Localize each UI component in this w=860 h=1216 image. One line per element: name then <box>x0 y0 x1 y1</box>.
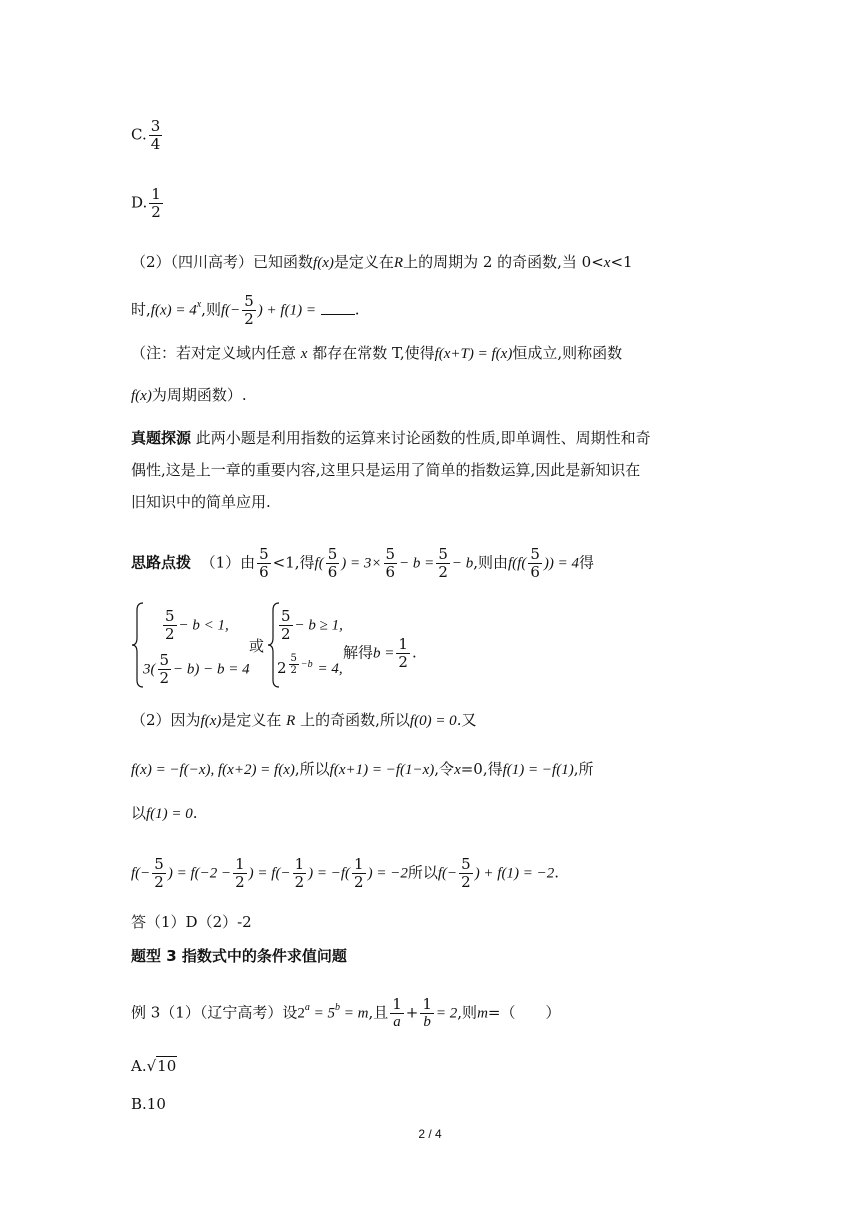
fraction: $\frac{1}{a}$ <box>392 995 402 1030</box>
option-a: A.√10 <box>131 1057 177 1075</box>
fraction: $\frac{5}{2}$ <box>438 545 448 581</box>
note-line1: （注：若对定义域内任意 x 都存在常数 T,使得f(x+T) = f(x)恒成立,则称函数 <box>131 344 623 362</box>
system-b-row1: $\frac{5}{2}$ − b ≥ 1, <box>281 607 343 643</box>
silu-title: 思路点拨 <box>131 553 192 572</box>
part2-line2: f(x) = −f(−x), f(x+2) = f(x),所以f(x+1) = −f(1−x),令x=0,得f(1) = −f(1),所 <box>131 760 594 778</box>
fraction: $\frac{1}{2}$ <box>151 185 161 221</box>
fraction: $\frac{5}{6}$ <box>530 545 540 581</box>
answer-blank <box>321 302 355 315</box>
fraction: $\frac{1}{b}$ <box>422 995 432 1030</box>
option-b: B.10 <box>131 1095 166 1113</box>
silu-line: 思路点拨 （1）由 $\frac{5}{6}$ <1,得f( $\frac{5}{6}$ ) = 3× $\frac{5}{6}$ − b = $\frac{5}{2}$ − b,则由f(f( $\frac{5}{6}$ )) = 4得 <box>131 545 595 581</box>
system-solution: 解得b = $\frac{1}{2}$ . <box>343 635 417 671</box>
system-a-row2: 3( $\frac{5}{2}$ − b) − b = 4 <box>143 651 250 687</box>
fraction: $\frac{5}{2}$ <box>159 651 170 687</box>
fraction: $\frac{1}{2}$ <box>235 855 245 891</box>
zhenti-line3: 旧知识中的简单应用. <box>131 493 271 511</box>
fraction: $\frac{5}{2}$ <box>165 607 175 643</box>
section-heading: 题型 3 指数式中的条件求值问题 <box>131 947 347 965</box>
fraction: $\frac{5}{6}$ <box>259 545 269 581</box>
part2-line1: （2）因为f(x)是定义在 R 上的奇函数,所以f(0) = 0.又 <box>131 711 477 729</box>
note-line2: f(x)为周期函数）. <box>131 386 247 404</box>
fraction: $\frac{5}{2}$ <box>281 607 291 643</box>
fraction: $\frac{5}{6}$ <box>327 545 338 581</box>
part2-line3: 以f(1) = 0. <box>131 804 198 822</box>
question-2-line1: （2）（四川高考）已知函数f(x)是定义在R上的周期为 2 的奇函数,当 0<x<1 <box>131 253 633 271</box>
fraction: $\frac{5}{2}$ <box>290 653 297 676</box>
system-b-row2: 2 $\frac{5}{2}$ −b = 4, <box>277 653 343 677</box>
fraction: $\frac{5}{2}$ <box>154 855 164 891</box>
answer-line: 答（1）D（2）-2 <box>131 913 252 931</box>
exponent: $\frac{5}{2}$ −b <box>290 653 313 676</box>
fraction: $\frac{5}{2}$ <box>244 292 254 328</box>
example-3: 例 3（1）（辽宁高考）设$2^a = 5^b = m$,且 $\frac{1}{a}$ + $\frac{1}{b}$ = 2,则m=（ ） <box>131 995 561 1030</box>
calc-line: f(− $\frac{5}{2}$ ) = f(−2 − $\frac{1}{2}$ ) = f(− $\frac{1}{2}$ ) = −f( $\frac{1}{2}$ ) = −2所以f(− $\frac{5}{2}$ ) + f(1) = −2. <box>131 855 559 891</box>
zhenti-line1: 真题探源 此两小题是利用指数的运算来讨论函数的性质,即单调性、周期性和奇 <box>131 429 651 447</box>
zhenti-line2: 偶性,这是上一章的重要内容,这里只是运用了简单的指数运算,因此是新知识在 <box>131 461 641 479</box>
option-d: D. $\frac{1}{2}$ <box>131 185 161 221</box>
page-number: 2 / 4 <box>418 1127 442 1141</box>
fraction: $\frac{1}{2}$ <box>294 855 305 891</box>
system-a-row1: $\frac{5}{2}$ − b < 1, <box>165 607 229 643</box>
option-c: C. $\frac{3}{4}$ <box>131 117 161 153</box>
sqrt-symbol: √10 <box>146 1057 177 1075</box>
fraction: $\frac{5}{6}$ <box>385 545 396 581</box>
zhenti-title: 真题探源 <box>131 429 192 447</box>
system-or: 或 <box>249 637 265 655</box>
fraction: $\frac{5}{2}$ <box>461 855 471 891</box>
equation-system <box>131 600 691 690</box>
fraction: $\frac{1}{2}$ <box>398 635 408 671</box>
fraction: $\frac{1}{2}$ <box>354 855 364 891</box>
fraction: $\frac{3}{4}$ <box>150 117 161 153</box>
question-2-line2: 时$,f(x) = 4^x$,则f(− $\frac{5}{2}$ ) + f(1) = . <box>131 292 360 328</box>
